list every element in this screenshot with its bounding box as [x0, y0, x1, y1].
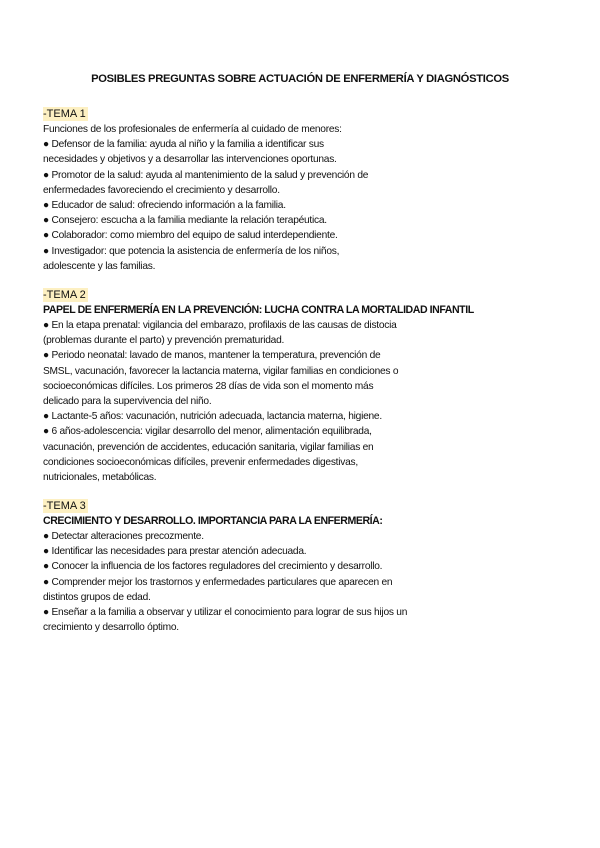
section-line: ● En la etapa prenatal: vigilancia del embarazo, profilaxis de las causas de distocia	[43, 320, 397, 331]
section-line: SMSL, vacunación, favorecer la lactancia materna, vigilar familias en condiciones o	[43, 365, 399, 377]
section-line: delicado para la supervivencia del niño.	[43, 396, 212, 408]
section-tag: -TEMA 1	[43, 108, 86, 120]
section-line: ● Enseñar a la familia a observar y utilizar el conocimiento para lograr de sus hijos un	[43, 607, 408, 619]
section-line: distintos grupos de edad.	[43, 591, 151, 603]
section-line: ● Promotor de la salud: ayuda al mantenimiento de la salud y prevención de	[43, 169, 369, 181]
section-line: ● Detectar alteraciones precozmente.	[43, 531, 204, 542]
section-line: socioeconómicas difíciles. Los primeros 28 días de vida son el momento más	[43, 380, 374, 392]
section-line: nutricionales, metabólicas.	[43, 472, 157, 484]
section-line: vacunación, prevención de accidentes, educación sanitaria, vigilar familias en	[43, 441, 374, 453]
section-line: ● Identificar las necesidades para prestar atención adecuada.	[43, 546, 307, 558]
section-heading: PAPEL DE ENFERMERÍA EN LA PREVENCIÓN: LUCHA CONTRA LA MORTALIDAD INFANTIL	[43, 304, 474, 316]
section-tema-1	[43, 104, 563, 274]
section-heading: CRECIMIENTO Y DESARROLLO. IMPORTANCIA PARA LA ENFERMERÍA:	[43, 515, 383, 527]
section-tag: -TEMA 2	[43, 289, 86, 301]
section-line: ● Conocer la influencia de los factores reguladores del crecimiento y desarrollo.	[43, 561, 383, 573]
section-line: necesidades y objetivos y a desarrollar las intervenciones oportunas.	[43, 154, 337, 166]
section-line: ● Defensor de la familia: ayuda al niño y la familia a identificar sus	[43, 139, 324, 151]
section-line: ● Investigador: que potencia la asistencia de enfermería de los niños,	[43, 245, 340, 257]
section-line: enfermedades favoreciendo el crecimiento y desarrollo.	[43, 184, 280, 196]
section-line: crecimiento y desarrollo óptimo.	[43, 622, 179, 634]
section-line: ● Educador de salud: ofreciendo información a la familia.	[43, 200, 286, 212]
document-title: POSIBLES PREGUNTAS SOBRE ACTUACIÓN DE ENFERMERÍA Y DIAGNÓSTICOS	[91, 73, 509, 85]
section-line: adolescente y las familias.	[43, 260, 156, 272]
section-line: (problemas durante el parto) y prevención prematuridad.	[43, 335, 285, 347]
section-line: condiciones socioeconómicas difíciles, prevenir enfermedades digestivas,	[43, 456, 358, 468]
section-line: ● Colaborador: como miembro del equipo de salud interdependiente.	[43, 230, 338, 242]
section-line: ● Periodo neonatal: lavado de manos, mantener la temperatura, prevención de	[43, 350, 381, 362]
section-tema-3	[43, 496, 563, 635]
section-line: ● 6 años-adolescencia: vigilar desarrollo del menor, alimentación equilibrada,	[43, 426, 372, 438]
section-line: Funciones de los profesionales de enfermería al cuidado de menores:	[43, 124, 342, 135]
section-tag: -TEMA 3	[43, 500, 86, 512]
section-line: ● Comprender mejor los trastornos y enfermedades particulares que aparecen en	[43, 576, 393, 588]
section-line: ● Consejero: escucha a la familia mediante la relación terapéutica.	[43, 215, 327, 227]
section-line: ● Lactante-5 años: vacunación, nutrición adecuada, lactancia materna, higiene.	[43, 411, 382, 423]
section-tema-2	[43, 285, 563, 485]
